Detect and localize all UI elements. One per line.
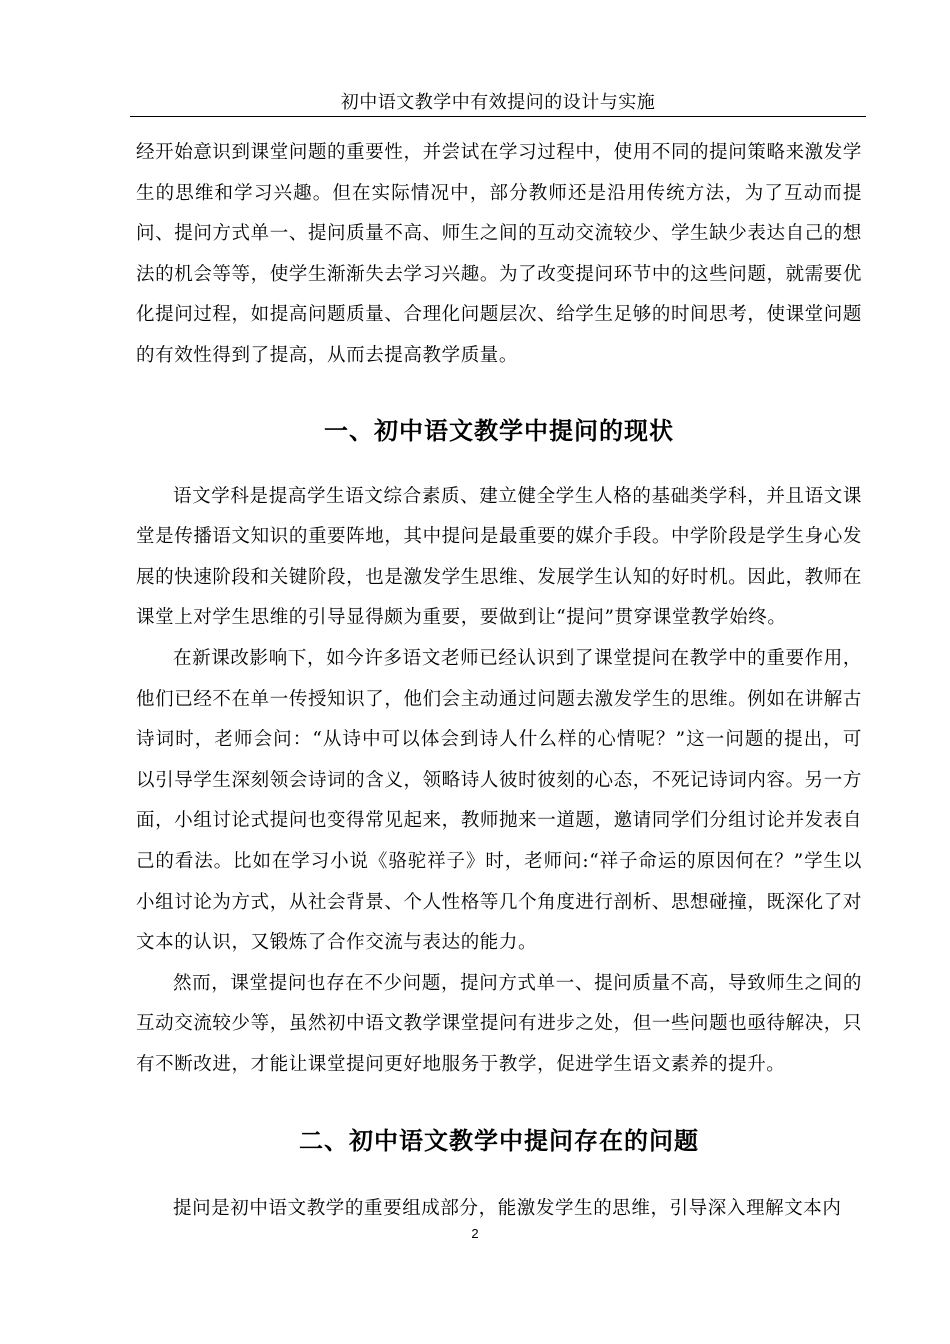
section1-paragraph-3: 然而，课堂提问也存在不少问题，提问方式单一、提问质量不高，导致师生之间的互动交流较少等，虽然初中语文教学课堂提问有进步之处，但一些问题也亟待解决，只有不断改进，才能让课堂提问更好地服务于教学，促进学生语文素养的提升。: [136, 972, 862, 1075]
section1-paragraph-2: 在新课改影响下，如今许多语文老师已经认识到了课堂提问在教学中的重要作用，他们已经不在单一传授知识了，他们会主动通过问题去激发学生的思维。例如在讲解古诗词时，老师会问：“从诗中可以体会到诗人什么样的心情呢？”这一问题的提出，可以引导学生深刻领会诗词的含义，领略诗人彼时彼刻的心态，不死记诗词内容。另一方面，小组讨论式提问也变得常见起来，教师抛来一道题，邀请同学们分组讨论并发表自己的看法。比如在学习小说《骆驼祥子》时，老师问:“祥子命运的原因何在？”学生以小组讨论为方式，从社会背景、个人性格等几个角度进行剖析、思想碰撞，既深化了对文本的认识，又锻炼了合作交流与表达的能力。: [136, 647, 862, 954]
header-divider: [130, 116, 866, 117]
running-header-title: 初中语文教学中有效提问的设计与实施: [340, 92, 656, 113]
page-body: [136, 133, 862, 1230]
page-number: 2: [471, 1226, 479, 1241]
section1-paragraph-1: 语文学科是提高学生语文综合素质、建立健全学生人格的基础类学科，并且语文课堂是传播语文知识的重要阵地，其中提问是最重要的媒介手段。中学阶段是学生身心发展的快速阶段和关键阶段，也是激发学生思维、发展学生认知的好时机。因此，教师在课堂上对学生思维的引导显得颇为重要，要做到让“提问”贯穿课堂教学始终。: [136, 485, 862, 629]
section-heading-2: 二、初中语文教学中提问存在的问题: [299, 1127, 699, 1156]
section2-paragraph-1: 提问是初中语文教学的重要组成部分，能激发学生的思维，引导深入理解文本内: [173, 1198, 842, 1220]
intro-paragraph: 经开始意识到课堂问题的重要性，并尝试在学习过程中，使用不同的提问策略来激发学生的思维和学习兴趣。但在实际情况中，部分教师还是沿用传统方法，为了互动而提问、提问方式单一、提问质量不高、师生之间的互动交流较少、学生缺少表达自己的想法的机会等等，使学生渐渐失去学习兴趣。为了改变提问环节中的这些问题，就需要优化提问过程，如提高问题质量、合理化问题层次、给学生足够的时间思考，使课堂问题的有效性得到了提高，从而去提高教学质量。: [136, 142, 862, 366]
section-heading-1: 一、初中语文教学中提问的现状: [324, 416, 674, 445]
